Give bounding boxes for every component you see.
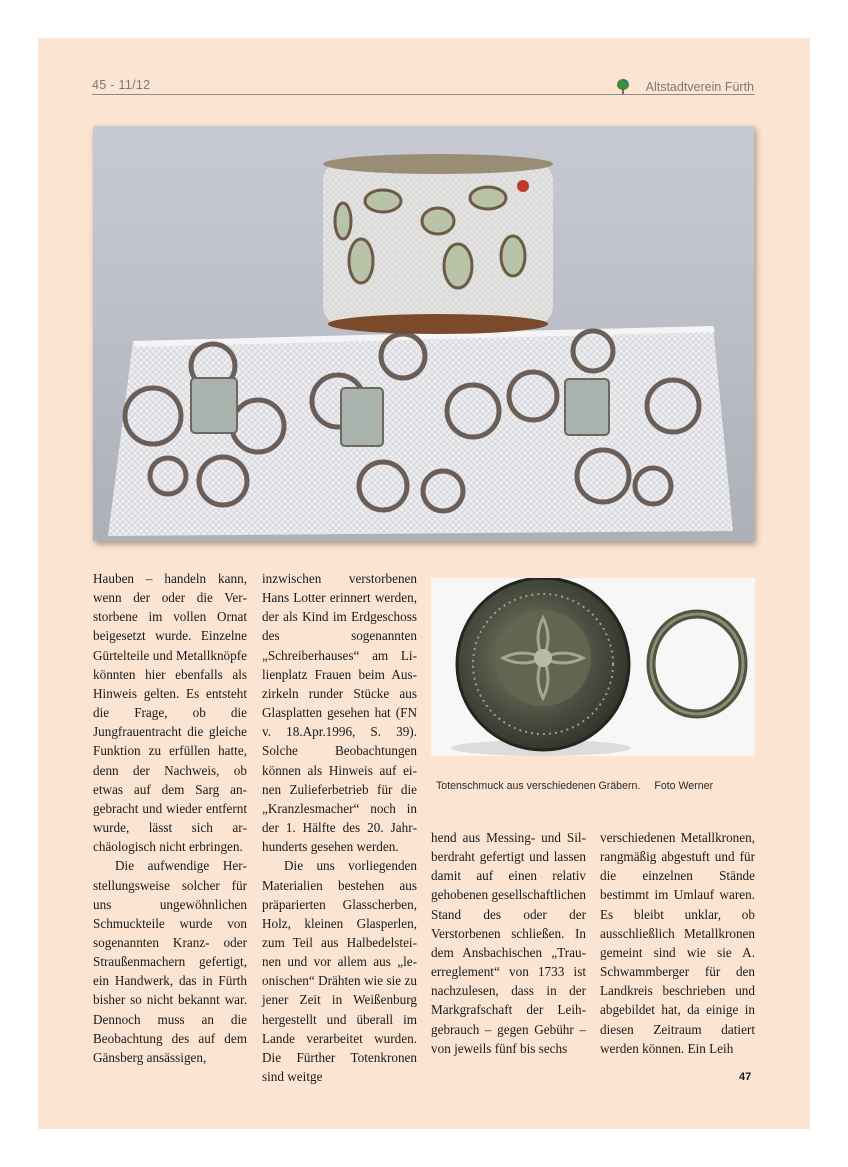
photo-caption bbox=[436, 780, 713, 792]
photo-credit: Foto Werner bbox=[654, 780, 714, 792]
paragraph: inzwischen verstorbenen Hans Lotter erinnert werden, der als Kind im Erdgeschoss des sogenannten „Schreiberhauses“ am Lilienplatz Frauen beim Auszirkeln runder Stücke aus Glasplatten gesehen hat (FN v. 18.Apr.1996, S. 39). Solche Beobachtungen können als Hinweis auf einen Zulieferbetrieb für die „Kranzlesmacher“ noch in der 1. Hälfte des 20. Jahrhunderts gesehen werden. bbox=[262, 571, 417, 855]
text-column-1 bbox=[93, 569, 247, 1067]
jewelry-crowns-photo bbox=[93, 126, 754, 541]
text-column-4 bbox=[600, 828, 755, 1058]
paragraph: Die aufwendige Herstellungsweise solcher für uns ungewöhnlichen Schmuckteile wurde von sogenannten Kranz- oder Straußenmachern gefertigt, ein Handwerk, das in Fürth bisher so nicht bekannt war. Dennoch muss an die Beobachtung des auf dem Gänsberg ansässigen, bbox=[93, 858, 247, 1065]
text-column-3 bbox=[431, 828, 586, 1058]
paragraph: verschiedenen Metallkronen, rangmäßig abgestuft und für die einzelnen Stände bestimmt im Umlauf waren. Es bleibt unklar, ob ausschließlich Metallkronen gemeint sind wie sie A. Schwammberger für den Landkreis beschrieben und abgebildet hat, da einige in diesen Zeitraum datiert werden können. Ein Leih bbox=[600, 830, 755, 1056]
page-number: 47 bbox=[739, 1071, 752, 1083]
header-divider bbox=[92, 94, 755, 95]
publisher-name: Altstadtverein Fürth bbox=[645, 80, 754, 94]
paragraph: Hauben – handeln kann, wenn der oder die Verstorbene im vollen Ornat beigesetzt wurde. Einzelne Gürtelteile und Metallknöpfe könnten hier ebenfalls als Hinweis gelten. Es entsteht die Frage, ob die Jungfrauentracht die gleiche Funktion zu erfüllen hatte, denn der Nachweis, ob etwas auf dem Sarg angebracht und wieder entfernt wurde, lässt sich archäologisch nicht erbringen. bbox=[93, 571, 247, 855]
paragraph: hend aus Messing- und Silberdraht gefertigt und lassen damit auf einen relativ gehobenen gesellschaftlichen Stand des oder der Verstorbenen schließen. In dem Ansbachischen „Trauerreglement“ von 1733 ist nachzulesen, dass in der Markgrafschaft der Leihgebrauch – gegen Gebühr – von jeweils fünf bis sechs bbox=[431, 830, 586, 1056]
text-column-2 bbox=[262, 569, 417, 1086]
grave-ornament-photo bbox=[431, 578, 755, 756]
issue-number: 45 - 11/12 bbox=[92, 78, 151, 92]
paragraph: Die uns vorliegenden Materialien bestehen aus präparierten Glasscherben, Holz, kleinen Glasperlen, zum Teil aus Halbedelsteinen und vor allem aus „leonischen“ Drähten wie sie zu jener Zeit in Weißenburg hergestellt und überall im Lande verarbeitet wurden. Die Fürther Totenkronen sind weitge bbox=[262, 858, 417, 1085]
caption-text: Totenschmuck aus verschiedenen Gräbern. bbox=[436, 780, 641, 792]
